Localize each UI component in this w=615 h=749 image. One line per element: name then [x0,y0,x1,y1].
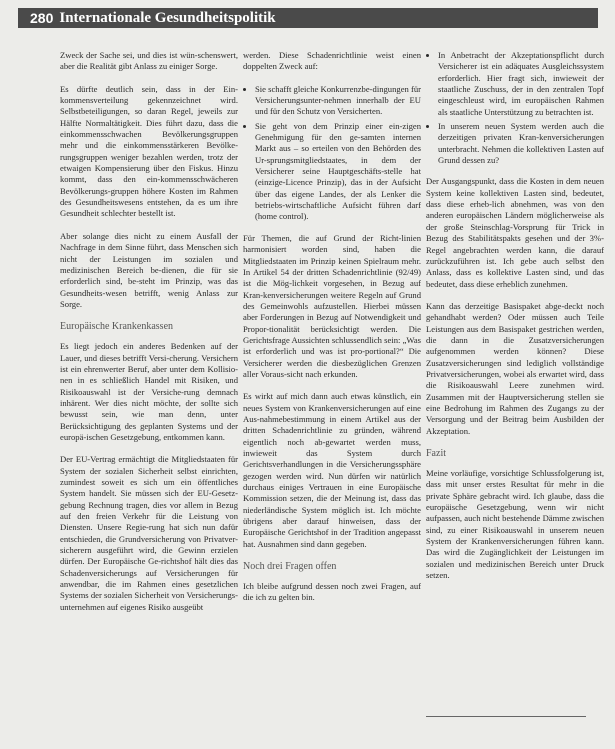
chapter-title: Internationale Gesundheitspolitik [59,9,276,26]
column-1 [60,50,238,624]
column-3 [426,50,604,592]
paragraph: Es liegt jedoch ein anderes Bedenken auf der Lauer, und dieses betrifft Versi-cherung. Versichern ist ein ehrenwerter Beruf, aber unter dem Kollisio-nen in es schließlich Handel mit Risiken, und Risikoauswahl ist der Versiche-rung demnach inhärent. Wer dies nicht möchte, der sollte sich bewusst sein, wie man denn, unter Berücksichtigung des geplanten Systems und der europä-ischen Gesetzgebung, entkommen kann. [60,341,238,442]
section-heading: Fazit [426,448,446,459]
list-item: • Sie schafft gleiche Konkurrenzbe-dingungen für Versicherungsunter-nehmen innerhalb der EU und für den Schutz von Versicherten. [255,84,421,118]
list-item: • In Anbetracht der Akzeptationspflicht durch Versicherer ist ein adäquates Ausgleichssystem erforderlich. Hier fragt sich, inwieweit der staatliche Zuschuss, der in den zentralen Topf eingeschleust wird, im europäischen Rahmen als staatliche Unterstützung zu betrachten ist. [438,50,604,118]
page-number: 280 [30,10,54,26]
paragraph: Es dürfte deutlich sein, dass in der Ein-kommensverteilung gekennzeichnet wird. Selbstbeteiligungen, so daran Regel, jeweils zur Hälfte Normaltätigkeit. Dies führt dazu, dass die einkommensschwachen Bevölkerungsgruppen mehr und die einkommensstärkeren Bevölke-rungsgruppen weniger bezahlen werden, trotz der etwaigen Kompensierung über den Fiskus. Hinzu kommt, dass den ein-kommensschwächeren Bevölkerungs-gruppen höhere Kosten im Rahmen des Gesundheitswesens entstehen, da es um ihre Gesundheit schlechter bestellt ist. [60,83,238,219]
bullet-list [243,84,421,223]
footer-rule [426,716,586,717]
paragraph: Kann das derzeitige Basispaket abge-deckt noch gehandhabt werden? Oder müssen auch Teile Leistungen aus dem Basispaket gestrichen werden, die dann in die Zusatzversicherungen aufgenommen werden können? Diese Zusatzversicherungen sind lediglich vollständige Privatversicherungen, wobei als erwartet wird, dass die Risikoauswahl Leere zunehmen wird. Zusammen mit der Hauptversicherung stellen sie eine Bedrohung im Rahmen des Zugangs zu der Versorgung und der Beitrag beim Ausbilden der Akzeptation. [426,300,604,436]
paragraph: Der EU-Vertrag ermächtigt die Mitgliedstaaten für System der sozialen Sicherheit selbst einrichten, zumindest soweit es sich um ein öffentliches System handelt. Sie müssen sich der EU-Gesetz-gebung Rechnung tragen, dies vor allem in Bezug auf den freien Verkehr für die Leistung von Diensten. Unsere Regie-rung hat sich nun dafür entschieden, die Grundversicherung von Privatver-sicherern ausgeführt wird, die Gewinn erzielen dürfen. Der Europäische Ge-richtshof hält dies das Schadenversicherungs auf Versicherungen für anwendbar, die im Rahmen eines gesetzlichen Systems der sozialen Sicherheit von Versicherungs-unternehmen auf eigenes Risiko ausgeübt [60,454,238,612]
section-heading: Noch drei Fragen offen [243,561,337,573]
paragraph: Meine vorläufige, vorsichtige Schlussfolgerung ist, dass mit unser erstes Resultat für mehr in die private Sphäre gebracht wird. Ich glaube, dass die europäische Gesetzgebung, wenn wir nicht aufpassen, auch nicht bestehende Dämme zwischen sind, zu einer Risikoauswahl in unserem neuen System der Krankenversicherungen führen kann. Das wird die Zugänglichkeit der Leistungen im sozialen und medizinischen Bereich unter Druck setzen. [426,468,604,581]
section-heading: Europäische Krankenkassen [60,321,174,333]
paragraph: Aber solange dies nicht zu einem Ausfall der Nachfrage in dem Sinne führt, dass Menschen sich nicht der Leistungen im sozialen und medizinischen Bereich be-dienen, die für sie erforderlich sind, be-steht im Prinzip, was das Gesundheits-wesen betrifft, wenig Anlass zur Sorge. [60,230,238,309]
paragraph: Ich bleibe aufgrund dessen noch zwei Fragen, auf die ich zu gelten bin. [243,581,421,603]
list-item: • In unserem neuen System werden auch die derzeitigen privaten Kran-kenversicherungen unterbracht. Nehmen die kollektiven Lasten auf Grund dessen zu? [438,121,604,166]
bullet-list [426,50,604,166]
paragraph: Es wirkt auf mich dann auch etwas künstlich, ein neues System von Krankenversicherungen auf eine Aus-nahmebestimmung in einem Artikel aus der dritten Schadenrichtlinie zu gründen, während eigentlich noch ab-gewartet werden muss, inwieweit das System durch Gerichtsverhandlungen in die Versicherungssphäre gezogen werden wird. Nun dürfen wir natürlich durchaus einiges Vertrauen in eine Europäische Kommission setzen, die der Meinung ist, dass das niederländische System möglich ist. Ich möchte übrigens aber darauf hinweisen, dass der Europäische Gerichtshof in der Tradition angepasst hat. Ausnahmen sind dann gegeben. [243,391,421,549]
list-item: • Sie geht von dem Prinzip einer ein-zigen Genehmigung für den ge-samten internen Markt aus – so erteilen von den Behörden des Ur-sprungsmitgliedstaates, in dem der Versicherer seine Hauptgeschäfts-stelle hat (einzige-Licence Prinzip), das in der Aufsicht über das eigene Landes, der als Lenker die betriebs-wirtschaftliche Aufsicht führen darf (home control). [255,121,421,223]
column-2 [243,50,421,615]
page-header [18,8,598,28]
paragraph: Für Themen, die auf Grund der Richt-linien harmonisiert worden sind, haben die Mitgliedstaaten im Prinzip keinen Spielraum mehr. In Artikel 54 der dritten Schadenrichtlinie (92/49) ist die Mög-lichkeit vorgesehen, in Bezug auf Kran-kenversicherungen weitere Regeln auf Grund des Gemeinwohls aufzustellen. Hierbei müssen aber Forderungen in Bezug auf Notwendigkeit und Propor-tionalität berücksichtigt werden. Die Gerichtsfrage Aussichten schlussendlich sein: „Was ist erforderlich und was ist pro-portional?“ Die Versicherer werden die diesbezüglichen Grenzen aller Voraus-sicht nach erkunden. [243,232,421,379]
paragraph: werden. Diese Schadenrichtlinie weist einen doppelten Zweck auf: [243,50,421,72]
paragraph: Der Ausgangspunkt, dass die Kosten in dem neuen System keine kollektiven Lasten sind, bedeutet, dass diese erheb-lich abnehmen, was von den anderen europäischen Ländern möglicherweise als der große Steinschlag-Vorsprung für Trick in Bezug des Stabilitätspakts gesehen und der 3%-Regel angebrachten werden kann, die darauf zurückzuführen ist. Ich gebe auch selbst den Anlass, dass es kollektive Lasten sind, und das bedeutet, dass diese erheblich zunehmen. [426,176,604,289]
paragraph: Zweck der Sache sei, und dies ist wün-schenswert, aber die Realität gibt Anlass zu einiger Sorge. [60,50,238,72]
